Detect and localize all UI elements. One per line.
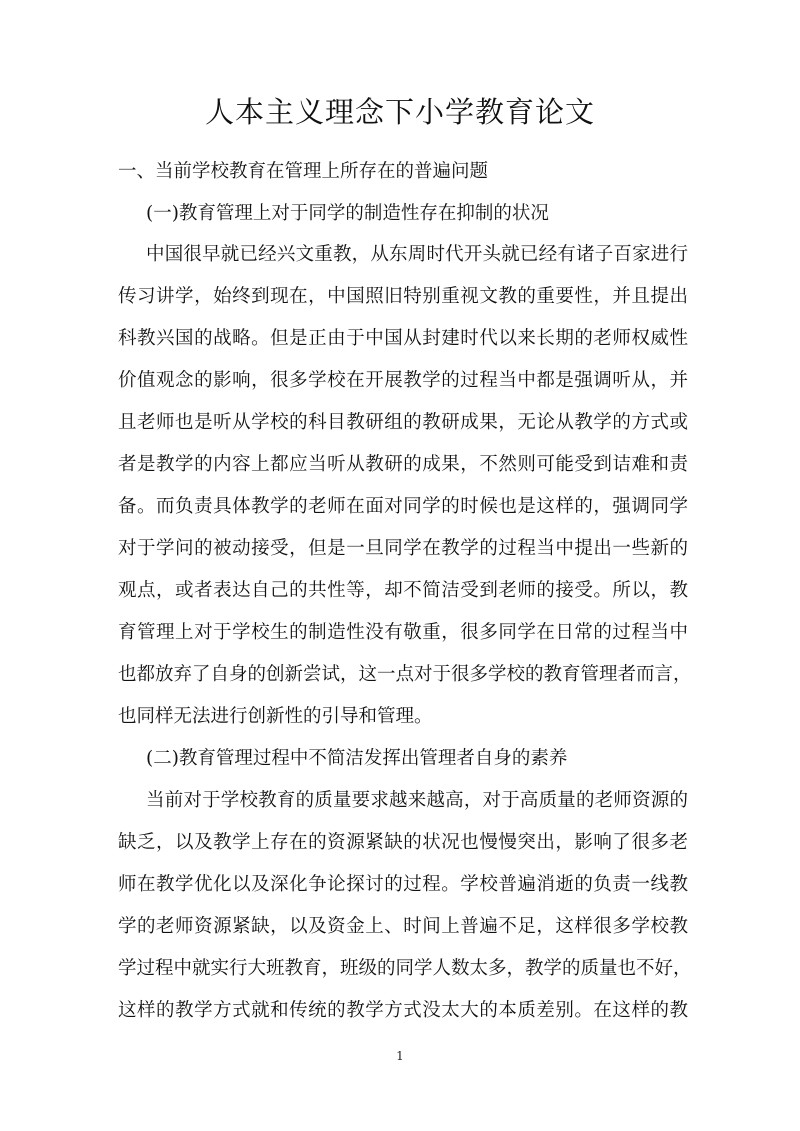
- paragraph-line: 者是教学的内容上都应当听从教研的成果，不然则可能受到诘难和责: [118, 454, 688, 475]
- page-number: 1: [396, 1049, 404, 1063]
- paragraph-line: 也都放弃了自身的创新尝试，这一点对于很多学校的教育管理者而言，: [118, 664, 692, 685]
- subsection-heading: (一)教育管理上对于同学的制造性存在抑制的状况: [146, 203, 549, 224]
- paragraph-line: 学过程中就实行大班教育，班级的同学人数太多，教学的质量也不好，: [118, 958, 692, 979]
- paragraph-line: 观点，或者表达自己的共性等，却不简洁受到老师的接受。所以，教: [118, 580, 688, 601]
- paragraph-line: 这样的教学方式就和传统的教学方式没太大的本质差别。在这样的教: [118, 1000, 688, 1021]
- paragraph-line: 对于学问的被动接受，但是一旦同学在教学的过程当中提出一些新的: [118, 538, 688, 559]
- paragraph-line: 备。而负责具体教学的老师在面对同学的时候也是这样的，强调同学: [118, 496, 688, 517]
- paragraph-line: 缺乏，以及教学上存在的资源紧缺的状况也慢慢突出，影响了很多老: [118, 832, 688, 853]
- document-title: 人本主义理念下小学教育论文: [204, 95, 595, 129]
- paragraph-line: 且老师也是听从学校的科目教研组的教研成果，无论从教学的方式或: [118, 412, 688, 433]
- paragraph-line: 价值观念的影响，很多学校在开展教学的过程当中都是强调听从，并: [118, 370, 688, 391]
- paragraph-line: 当前对于学校教育的质量要求越来越高，对于高质量的老师资源的: [146, 790, 688, 811]
- paragraph-line: 中国很早就已经兴文重教，从东周时代开头就已经有诸子百家进行: [146, 244, 688, 265]
- paragraph-line: 学的老师资源紧缺，以及资金上、时间上普遍不足，这样很多学校教: [118, 916, 688, 937]
- paragraph-line: 传习讲学，始终到现在，中国照旧特别重视文教的重要性，并且提出: [118, 286, 688, 307]
- paragraph-line: 科教兴国的战略。但是正由于中国从封建时代以来长期的老师权威性: [118, 328, 688, 349]
- paragraph-line: 也同样无法进行创新性的引导和管理。: [118, 706, 433, 727]
- section-heading: 一、当前学校教育在管理上所存在的普遍问题: [118, 161, 489, 182]
- subsection-heading: (二)教育管理过程中不简洁发挥出管理者自身的素养: [146, 748, 568, 769]
- paragraph-line: 育管理上对于学校生的制造性没有敬重，很多同学在日常的过程当中: [118, 622, 688, 643]
- paragraph-line: 师在教学优化以及深化争论探讨的过程。学校普遍消逝的负责一线教: [118, 874, 688, 895]
